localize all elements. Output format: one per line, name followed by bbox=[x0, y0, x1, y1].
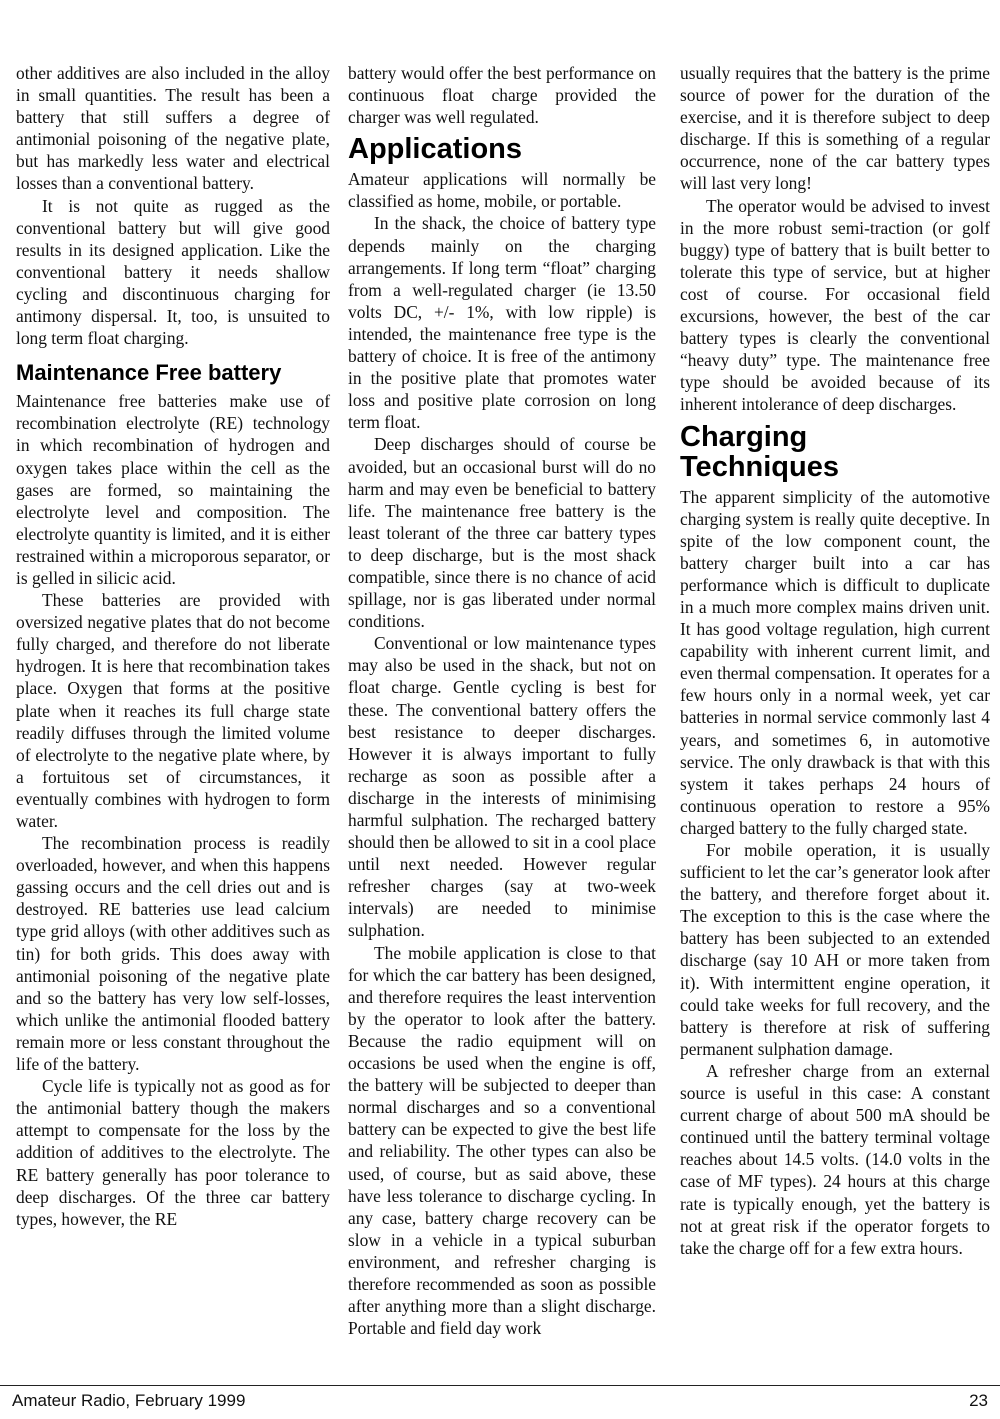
column-2 bbox=[348, 62, 656, 1339]
paragraph: other additives are also included in the alloy in small quantities. The result has been a battery that still suffers a degree of antimonial poisoning of the negative plate, but has markedly less water and electrical losses than a conventional battery. bbox=[16, 63, 330, 194]
paragraph: The apparent simplicity of the automotive charging system is really quite deceptive. In spite of the low component count, the battery charger built into a car has performance which is difficult to duplicate in a much more complex mains driven unit. It has good voltage regulation, high current capability with inherent current limit, and even thermal compensation. It operates for a few hours only in a normal week, yet car batteries in normal service commonly last 4 years, and sometimes 6, in automotive service. The only drawback is that with this system it takes perhaps 24 hours of continuous operation to restore a 95% charged battery to the fully charged state. bbox=[680, 486, 990, 838]
column-3 bbox=[680, 62, 990, 1259]
paragraph: Cycle life is typically not as good as for the antimonial battery though the makers attempt to compensate for the loss by the addition of additives to the electrolyte. The RE battery generally has poor tolerance to deep discharges. Of the three car battery types, however, the RE bbox=[16, 1076, 330, 1229]
paragraph: For mobile operation, it is usually sufficient to let the car’s generator look after the battery, and therefore forget about it. The exception to this is the case where the battery has been subjected to an extended discharge (say 10 AH or more taken from it). With intermittent engine operation, it could take weeks for full recovery, and the battery is therefore at risk of suffering permanent sulphation damage. bbox=[680, 840, 990, 1059]
paragraph: The recombination process is readily overloaded, however, and when this happens gassing occurs and the cell dries out and is destroyed. RE batteries use lead calcium type grid alloys (with other additives such as tin) for both grids. This does away with antimonial poisoning of the negative plate and so the battery has very low self-losses, which unlike the antimonial flooded battery remain more or less constant throughout the life of the battery. bbox=[16, 833, 330, 1075]
heading-line: Charging bbox=[680, 420, 808, 453]
paragraph: Maintenance free batteries make use of recombination electrolyte (RE) technology in which recombination of hydrogen and oxygen takes place within the cell as the gases are formed, so maintaining the electrolyte level and composition. The electrolyte quantity is limited, and it is either restrained within a microporous separator, or is gelled in silicic acid. bbox=[16, 391, 330, 588]
paragraph: Conventional or low maintenance types may also be used in the shack, but not on float charge. Gentle cycling is best for these. The conventional battery offers the best resistance to deeper discharges. However it is always important to fully recharge as soon as possible after a discharge in the interests of minimising harmful sulphation. The recharged battery should then be allowed to sit in a cool place until next needed. However regular refresher charges (say at two-week intervals) are needed to minimise sulphation. bbox=[348, 633, 656, 941]
paragraph: The operator would be advised to invest in the more robust semi-traction (or golf buggy) type of battery that is built better to tolerate this type of service, but at higher cost of course. For occasional field excursions, however, the best of the car battery types is clearly the conventional “heavy duty” type. The maintenance free type should be avoided because of its inherent intolerance of deep discharges. bbox=[680, 195, 990, 415]
footer-divider bbox=[0, 1385, 1000, 1386]
paragraph: battery would offer the best performance on continuous float charge provided the charger was well regulated. bbox=[348, 63, 656, 128]
footer-publication: Amateur Radio, February 1999 bbox=[12, 1391, 246, 1410]
paragraph: In the shack, the choice of battery type depends mainly on the charging arrangements. If long term “float” charging from a well-regulated charger (ie 13.50 volts DC, +/- 1%, with low ripple) is intended, the maintenance free type is the battery of choice. It is free of the antimony in the positive plate that promotes water loss and positive plate corrosion on long term float. bbox=[348, 213, 656, 433]
paragraph: Amateur applications will normally be classified as home, mobile, or portable. bbox=[348, 169, 656, 212]
section-heading-charging-techniques bbox=[680, 422, 990, 482]
paragraph: Deep discharges should of course be avoided, but an occasional burst will do no harm and may even be beneficial to battery life. The maintenance free battery is the least tolerant of the three car battery types to deep discharge, but is the most shack compatible, since there is no chance of acid spillage, nor is gas liberated under normal conditions. bbox=[348, 434, 656, 632]
footer-page-number: 23 bbox=[969, 1391, 988, 1410]
heading-line: Techniques bbox=[680, 450, 839, 483]
paragraph: The mobile application is close to that for which the car battery has been designed, and therefore requires the least intervention by the operator to look after the battery. Because the radio equipment will on occasions be used when the engine is off, the battery will be subjected to deeper than normal discharges and so a conventional battery can be expected to give the best life and reliability. The other types can also be used, of course, but as said above, these have less tolerance to discharge cycling. In any case, battery charge recovery can be slow in a vehicle in a typical suburban environment, and refresher charging is therefore recommended as soon as possible after anything more than a slight discharge. Portable and field day work bbox=[348, 942, 656, 1339]
column-1 bbox=[16, 62, 330, 1230]
section-heading-applications: Applications bbox=[348, 133, 523, 166]
paragraph: It is not quite as rugged as the conventional battery but will give good results in its designed application. Like the conventional battery it needs shallow cycling and discontinuous charging for antimony dispersal. It, too, is unsuited to long term float charging. bbox=[16, 195, 330, 349]
paragraph: usually requires that the battery is the prime source of power for the duration of the exercise, and it is therefore subject to deep discharge. If this is something of a regular occurrence, none of the car battery types will last very long! bbox=[680, 63, 990, 194]
paragraph: These batteries are provided with oversized negative plates that do not become fully charged, and therefore do not liberate hydrogen. It is here that recombination takes place. Oxygen that forms at the positive plate when it reaches its full charge state readily diffuses through the limited volume of electrolyte to the negative plate where, by a fortuitous set of circumstances, it eventually combines with hydrogen to form water. bbox=[16, 590, 330, 831]
paragraph: A refresher charge from an external source is useful in this case: A constant current charge of about 500 mA should be continued until the battery terminal voltage reaches about 14.5 volts. (14.0 volts in the case of MF types). 24 hours at this charge rate is typically enough, yet the battery is not at great risk if the operator forgets to take the charge off for a few extra hours. bbox=[680, 1060, 990, 1258]
section-heading-maintenance-free: Maintenance Free battery bbox=[16, 360, 282, 386]
